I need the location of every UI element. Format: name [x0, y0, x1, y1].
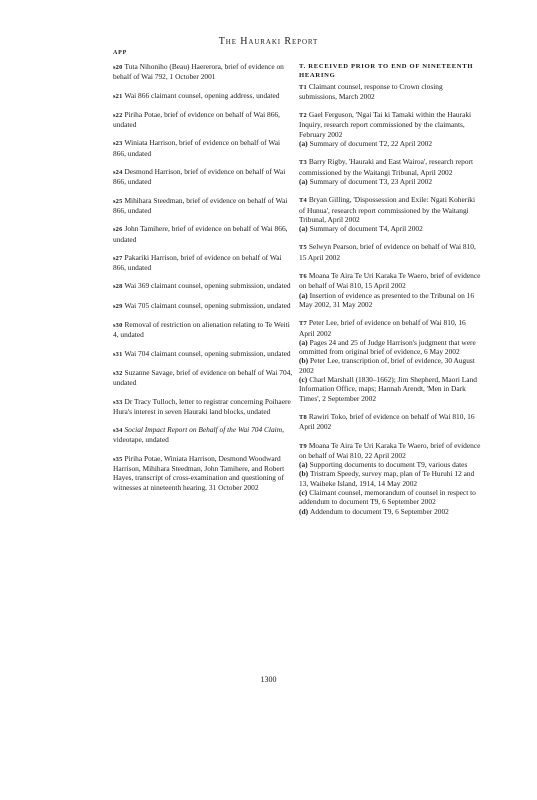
sub-label: (b) [299, 469, 309, 479]
entry-text: John Tamihere, brief of evidence on behalf of Wai 866, undated [113, 224, 288, 244]
sub-text: Supporting documents to document T9, various dates [309, 460, 468, 470]
page-number: 1300 [260, 675, 277, 684]
entry-code: T9 [299, 442, 307, 450]
entry-text: Gael Ferguson, 'Ngai Tai ki Tamaki within the Hauraki Inquiry, research report commissioned by the claimants, February 2002 [299, 110, 472, 139]
entry-code: s33 [113, 398, 123, 406]
left-entry [113, 167, 293, 187]
right-entry [299, 82, 481, 102]
left-entry [113, 454, 293, 492]
running-head: The Hauraki Report [218, 36, 319, 47]
entry-text: Desmond Harrison, brief of evidence on behalf of Wai 866, undated [113, 167, 286, 187]
entry-code: T6 [299, 273, 307, 281]
entry-code: s21 [113, 92, 123, 100]
sub-text: Peter Lee, transcription of, brief of evidence, 30 August 2002 [299, 356, 475, 375]
entry-text: Pakariki Harrison, brief of evidence on behalf of Wai 866, undated [113, 252, 282, 273]
entry-text: Selwyn Pearson, brief of evidence on behalf of Wai 810, 15 April 2002 [299, 242, 476, 262]
section-heading: T. RECEIVED PRIOR TO END OF NINETEENTH HEARING [299, 63, 474, 80]
left-entry [113, 138, 293, 158]
left-entry [113, 281, 293, 291]
sub-label: (d) [299, 506, 309, 516]
sub-entry [299, 356, 481, 375]
entry-code: T2 [299, 112, 307, 120]
entry-code: T3 [299, 159, 307, 167]
entry-text: Claimant counsel, response to Crown closing submissions, March 2002 [299, 81, 443, 101]
sub-entry [299, 469, 481, 488]
entry-text: Tuta Nihoniho (Beau) Haererora, brief of evidence on behalf of Wai 792, 1 October 2001 [113, 62, 284, 82]
sub-text: Summary of document T4, April 2002 [309, 224, 423, 234]
sub-label: (a) [299, 176, 308, 186]
left-entry [113, 397, 293, 417]
entry-code: s23 [113, 140, 123, 148]
sub-entry [299, 291, 481, 310]
sub-label: (c) [299, 375, 308, 385]
sub-entry [299, 507, 481, 516]
entry-text: Removal of restriction on alienation relating to Te Weiti 4, undated [113, 320, 290, 340]
section-tag: APP [113, 50, 128, 56]
entry-code: s25 [113, 197, 123, 205]
right-column [299, 62, 481, 525]
left-entry [113, 425, 293, 445]
entry-code: s30 [113, 322, 123, 330]
entry-code: s28 [113, 283, 123, 291]
sub-entry [299, 460, 481, 469]
sub-text: Tristram Speedy, survey map, plan of Te Huruhi 12 and 13, Waiheke Island, 1914, 14 May 2002 [299, 469, 475, 488]
sub-entry [299, 375, 481, 403]
entry-code: T7 [299, 320, 307, 328]
entry-text: Moana Te Aira Te Uri Karaka Te Waero, brief of evidence on behalf of Wai 810, 22 April 2002 [299, 440, 481, 460]
entry-code: s35 [113, 455, 123, 463]
right-entry-main [299, 82, 481, 102]
right-entry-main [299, 242, 481, 262]
entry-code: s26 [113, 226, 123, 234]
left-entry [113, 91, 293, 101]
right-entry-main [299, 271, 481, 291]
sub-label: (a) [299, 290, 308, 300]
sub-entry [299, 139, 481, 148]
entry-text: Piriha Potae, Winiata Harrison, Desmond Woodward Harrison, Mihihara Steedman, John Tamihere, and Robert Hayes, transcript of cross-examination and questioning of witnesses at nineteenth hearing, 31 October 2002 [113, 453, 285, 492]
sub-entry [299, 338, 481, 357]
entry-text: Wai 369 claimant counsel, opening submission, undated [124, 281, 291, 291]
entry-code: s31 [113, 350, 123, 358]
sub-label: (a) [299, 460, 308, 470]
left-entry [113, 301, 293, 311]
right-entries [299, 82, 481, 516]
right-entry [299, 195, 481, 233]
right-entry [299, 441, 481, 516]
entry-text: Wai 705 claimant counsel, opening submission, undated [124, 300, 291, 310]
sub-text: Summary of document T2, 22 April 2002 [309, 139, 433, 149]
entry-code: s24 [113, 169, 123, 177]
sub-text: Claimant counsel, memorandum of counsel in respect to addendum to document T9, 6 September 2002 [299, 487, 476, 507]
sub-entry [299, 177, 481, 186]
right-entry [299, 157, 481, 186]
entry-code: T5 [299, 244, 307, 252]
left-column [113, 62, 293, 501]
left-entry [113, 196, 293, 216]
entry-code: T8 [299, 413, 307, 421]
sub-label: (b) [299, 356, 309, 366]
entry-text: Wai 704 claimant counsel, opening submission, undated [124, 348, 291, 358]
entry-code: T1 [299, 83, 307, 91]
sub-label: (a) [299, 337, 308, 347]
right-entry [299, 242, 481, 262]
entry-text: , videotape, undated [113, 425, 284, 445]
entry-code: s29 [113, 302, 123, 310]
right-entry-main [299, 157, 481, 177]
entry-text: Dr Tracy Tulloch, letter to registrar concerning Poihaere Hura's interest in seven Hauraki land blocks, undated [113, 396, 291, 416]
entry-code: s20 [113, 64, 123, 71]
entry-code: s27 [113, 254, 123, 262]
entry-text: Piriha Potae, brief of evidence on behalf of Wai 866, undated [113, 109, 280, 130]
left-entry [113, 110, 293, 130]
sub-label: (a) [299, 224, 308, 234]
entry-text: Winiata Harrison, brief of evidence on behalf of Wai 866, undated [113, 138, 281, 158]
right-entry-main [299, 195, 481, 224]
left-entry [113, 320, 293, 340]
right-entry-main [299, 110, 481, 139]
sub-text: Summary of document T3, 23 April 2002 [309, 176, 433, 186]
right-entry [299, 318, 481, 403]
sub-entry [299, 224, 481, 233]
sub-text: Insertion of evidence as presented to the Tribunal on 16 May 2002, 31 May 2002 [299, 290, 475, 309]
right-entry [299, 110, 481, 148]
right-entry-main [299, 318, 481, 338]
entry-text: Wai 866 claimant counsel, opening address, undated [124, 90, 280, 100]
left-entry [113, 349, 293, 359]
right-entry-main [299, 441, 481, 461]
entry-text: Moana Te Aira Te Uri Karaka Te Waero, brief of evidence on behalf of Wai 810, 15 April 2002 [299, 271, 481, 291]
left-entry [113, 224, 293, 244]
right-entry-main [299, 412, 481, 432]
entry-text: Mihihara Steedman, brief of evidence on behalf of Wai 866, undated [113, 195, 288, 215]
entry-text: Barry Rigby, 'Hauraki and East Wairoa', research report commissioned by the Waitangi Tribunal, April 2002 [299, 157, 474, 177]
left-entry [113, 253, 293, 273]
sub-entry [299, 488, 481, 507]
entry-code: T4 [299, 197, 307, 205]
entry-code: s32 [113, 369, 123, 377]
entry-title: Social Impact Report on Behalf of the Wai 704 Claim [124, 425, 283, 435]
entry-text: Bryan Gilling, 'Dispossession and Exile: Ngati Koheriki of Hunua', research report commissioned by the Waitangi Tribunal, April 2002 [299, 195, 476, 224]
left-entry [113, 62, 293, 82]
entry-text: Rawiri Toko, brief of evidence on behalf of Wai 810, 16 April 2002 [299, 411, 475, 432]
right-entry [299, 271, 481, 309]
entry-code: s34 [113, 427, 123, 435]
sub-text: Charl Marshall (1830–1662); Jim Shepherd, Maori Land Information Office, maps; Hannah Arendt, 'Men in Dark Times', 2 September 2002 [299, 375, 477, 403]
sub-text: Pages 24 and 25 of Judge Harrison's judgment that were ommitted from original brief of evidence, 6 May 2002 [299, 337, 476, 357]
left-entry [113, 368, 293, 388]
sub-text: Addendum to document T9, 6 September 2002 [310, 506, 449, 516]
sub-label: (a) [299, 139, 308, 149]
entry-text: Peter Lee, brief of evidence on behalf of Wai 810, 16 April 2002 [299, 318, 466, 338]
right-entry [299, 412, 481, 432]
sub-label: (c) [299, 487, 308, 497]
entry-code: s22 [113, 111, 123, 119]
entry-text: Suzanne Savage, brief of evidence on behalf of Wai 704, undated [113, 367, 293, 388]
